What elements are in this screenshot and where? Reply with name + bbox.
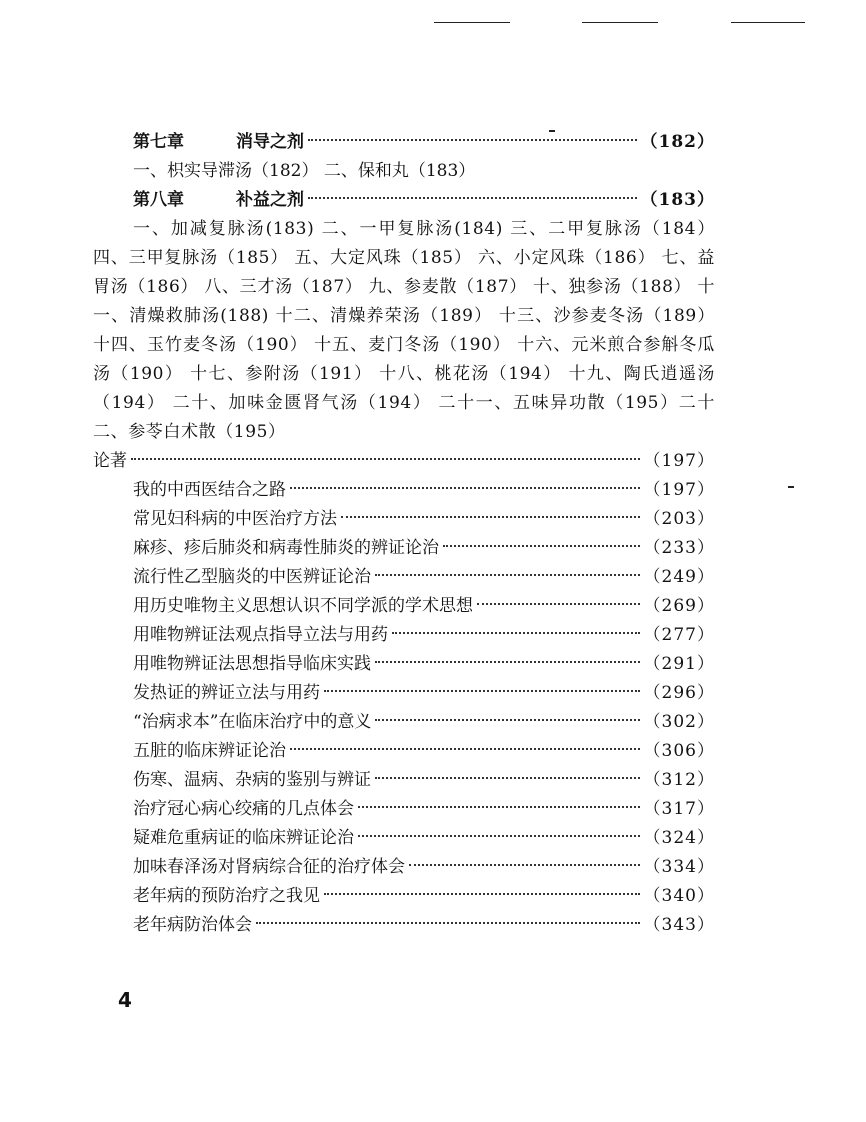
dot-leader — [290, 487, 640, 489]
dot-leader — [409, 864, 640, 866]
dot-leader — [256, 922, 640, 924]
page-number: （317） — [643, 799, 715, 819]
dot-leader — [375, 661, 640, 663]
essays-heading[interactable] — [93, 447, 715, 476]
page-number: （182） — [640, 132, 715, 152]
page-number: （233） — [643, 538, 715, 558]
dot-leader — [375, 719, 639, 721]
page-number: （340） — [643, 886, 715, 906]
entry-title: “治病求本”在临床治疗中的意义 — [133, 712, 372, 732]
toc-entry[interactable] — [93, 708, 715, 737]
entry-title: 老年病的预防治疗之我见 — [133, 886, 320, 906]
entry-title: 发热证的辨证立法与用药 — [133, 683, 320, 703]
page-number: （306） — [643, 741, 715, 761]
page-number: （249） — [643, 567, 715, 587]
entry-title: 疑难危重病证的临床辨证论治 — [133, 828, 354, 848]
entry-title: 伤寒、温病、杂病的鉴别与辨证 — [133, 770, 371, 790]
dot-leader — [308, 139, 637, 141]
dot-leader — [290, 748, 640, 750]
chapter-label: 第七章 — [133, 132, 184, 152]
page-number: （324） — [643, 828, 715, 848]
top-rule-1 — [434, 22, 510, 23]
dot-leader — [131, 458, 640, 460]
page-number: （277） — [643, 625, 715, 645]
page-number: （269） — [643, 596, 715, 616]
chapter-title: 补益之剂 — [236, 190, 304, 210]
entry-title: 五脏的临床辨证论治 — [133, 741, 286, 761]
toc-entry[interactable] — [93, 911, 715, 940]
toc-entry[interactable] — [93, 534, 715, 563]
toc-entry[interactable] — [93, 737, 715, 766]
chapter-7-items: 一、枳实导滞汤（182） 二、保和丸（183） — [133, 161, 476, 181]
page-number: （312） — [643, 770, 715, 790]
page-folio: 4 — [118, 988, 132, 1012]
table-of-contents — [93, 128, 715, 940]
chapter-label: 第八章 — [133, 190, 184, 210]
entry-title: 流行性乙型脑炎的中医辨证论治 — [133, 567, 371, 587]
toc-entry[interactable] — [93, 853, 715, 882]
chapter-8-heading[interactable] — [93, 186, 715, 215]
page-number: （302） — [643, 712, 715, 732]
page-number: （197） — [643, 480, 715, 500]
dot-leader — [392, 632, 640, 634]
chapter-7-heading[interactable] — [93, 128, 715, 157]
top-rule-2 — [582, 22, 658, 23]
toc-entry[interactable] — [93, 563, 715, 592]
page-number: （296） — [643, 683, 715, 703]
entry-title: 常见妇科病的中医治疗方法 — [133, 509, 337, 529]
dot-leader — [308, 197, 637, 199]
print-speck — [788, 486, 794, 488]
dot-leader — [324, 690, 640, 692]
entry-title: 用历史唯物主义思想认识不同学派的学术思想 — [133, 596, 473, 616]
entry-title: 麻疹、疹后肺炎和病毒性肺炎的辨证论治 — [133, 538, 439, 558]
entry-title: 老年病防治体会 — [133, 915, 252, 935]
toc-entry[interactable] — [93, 766, 715, 795]
chapter-title: 消导之剂 — [236, 132, 304, 152]
dot-leader — [443, 545, 640, 547]
dot-leader — [358, 835, 640, 837]
dot-leader — [477, 603, 640, 605]
entry-title: 用唯物辨证法观点指导立法与用药 — [133, 625, 388, 645]
toc-entry[interactable] — [93, 592, 715, 621]
entry-title: 加味春泽汤对肾病综合征的治疗体会 — [133, 857, 405, 877]
dot-leader — [341, 516, 640, 518]
toc-entry[interactable] — [93, 621, 715, 650]
toc-entry[interactable] — [93, 505, 715, 534]
page-number: （343） — [643, 915, 715, 935]
dot-leader — [375, 777, 640, 779]
dot-leader — [375, 574, 640, 576]
page-number: （291） — [643, 654, 715, 674]
entry-title: 治疗冠心病心绞痛的几点体会 — [133, 799, 354, 819]
toc-entry[interactable] — [93, 650, 715, 679]
dot-leader — [324, 893, 640, 895]
toc-entry[interactable] — [93, 882, 715, 911]
page-number: （197） — [643, 451, 715, 471]
page-number: （334） — [643, 857, 715, 877]
toc-entry[interactable] — [93, 679, 715, 708]
toc-entry[interactable] — [93, 476, 715, 505]
essay-list — [93, 476, 715, 940]
chapter-8-items: 一、加减复脉汤(183) 二、一甲复脉汤(184) 三、二甲复脉汤（184） 四、三甲复脉汤（185） 五、大定风珠（185） 六、小定风珠（186） 七、益胃汤（186） 八、三才汤（187） 九、参麦散（187） 十、独参汤（188） 十一、清燥救肺汤(188) 十二、清燥养荣汤（189） 十三、沙参麦冬汤（189） 十四、玉竹麦冬汤（190） 十五、麦门冬汤（190） 十六、元米煎合参斛冬瓜汤（190） 十七、参附汤（191） 十八、桃花汤（194） 十九、陶氏逍遥汤（194） 二十、加味金匮肾气汤（194） 二十一、五味异功散（195）二十二、参苓白术散（195） — [93, 219, 715, 442]
dot-leader — [358, 806, 640, 808]
toc-entry[interactable] — [93, 824, 715, 853]
page-number: （203） — [643, 509, 715, 529]
top-rule-3 — [731, 22, 805, 23]
toc-entry[interactable] — [93, 795, 715, 824]
page-number: （183） — [640, 190, 715, 210]
section-label: 论著 — [93, 451, 127, 471]
entry-title: 用唯物辨证法思想指导临床实践 — [133, 654, 371, 674]
entry-title: 我的中西医结合之路 — [133, 480, 286, 500]
